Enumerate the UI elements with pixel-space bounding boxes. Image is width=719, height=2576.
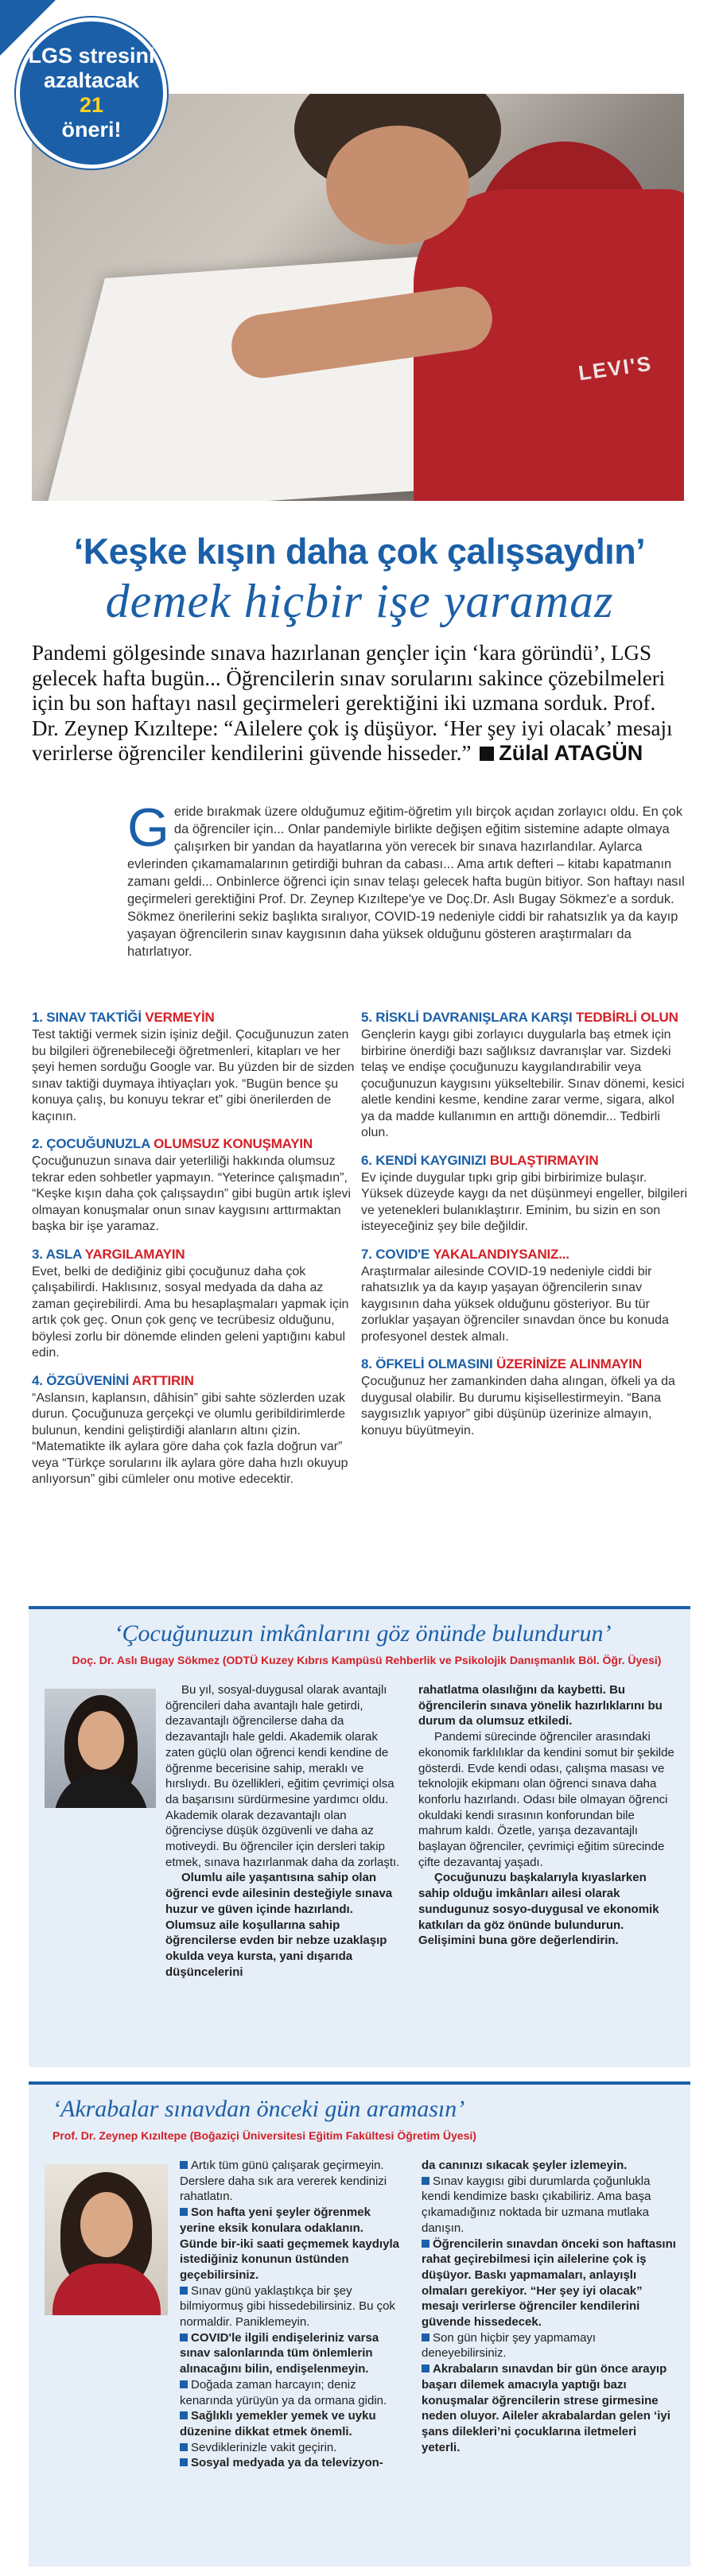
tips-column-left xyxy=(32,1010,358,1499)
advice-item: Sağlıklı yemekler yemek ve uyku düzenine dikkat etmek önemli. xyxy=(180,2409,376,2438)
headline-line1: ‘Keşke kışın daha çok çalışsaydın’ xyxy=(73,531,646,572)
headline-line2: demek hiçbir işe yaramaz xyxy=(105,575,614,627)
box1-column1: Bu yıl, sosyal-duygusal olarak avantajlı öğrencileri daha avantajlı hale getirdi, dezavantajlı öğrencilerse daha da dezavantajlı hale geldi. Akademik olarak zaten güçlü olan öğrenci kendi kendine de öğrenme becerisine sahip, meraklı ve hırslıydı. Bu özellikleri, eğitim çevrimiçi olsa da başarısını sürdürmesine yardımcı oldu. Akademik olarak dezavantajlı olan öğrenciyse düşük özgüvenli ve daha az motiveydi. Bu öğrenciler için dersleri takip etmek, sınava hazırlanmak daha da zorlaştı. Olumlu aile yaşantısına sahip olan öğrenci evde ailesinin desteğiyle sınava huzur ve güven içinde hazırlandı. Olumsuz aile koşullarına sahip öğrencilerse evden bir nebze uzaklaşıp okulda veya kursta, yani dışarıda düşüncelerini xyxy=(165,1683,400,1979)
square-bullet-icon xyxy=(180,2458,188,2466)
square-bullet-icon xyxy=(180,2161,188,2169)
tip-3 xyxy=(32,1247,358,1362)
intro-text: eride bırakmak üzere olduğumuz eğitim-öğretim yılı birçok açıdan zorlayıcı oldu. En çok da öğrenciler için... Onlar pandemiyle birlikte değişen eğitim sistemine adapte olmaya çalışırken bir yandan da hayatlarına yön verecek bir sınava hazırlandılar. Aylarca evlerinden çıkamamalarının getirdiği buhran da cabası... Ama artık defteri – kitabı kapatmanın zamanı geldi... Onbinlerce öğrenci için sınav telaşı gelecek hafta bugün bitiyor. Son haftayı nasıl geçirmeleri gerektiğini Prof. Dr. Zeynep Kızıltepe'ye ve Doç.Dr. Aslı Bugay Sökmez'e a sorduk. Sökmez önerilerini sekiz başlıkta sıralıyor, COVID-19 nedeniyle ciddi bir rahatsızlık ya da kayıp yaşayan öğrencilerin sınav kaygısının daha yüksek olduğunu gösteren araştırmaları da hatırlatıyor. xyxy=(127,805,685,959)
square-bullet-icon xyxy=(422,2240,429,2248)
square-bullet-icon xyxy=(422,2334,429,2341)
tip-text: Çocuğunuzun sınava dair yeterliliği hakkında olumsuz tekrar eden sohbetler yapmayın. “Yeterince çalışmadın”, “Keşke kışın daha çok çalışsaydın” gibi bugün artık işlevi olmayan konuşmalar onun sınav kaygısını arttırmaktan başka bir işe yaramaz. xyxy=(32,1154,352,1233)
dropcap: G xyxy=(127,797,169,858)
badge-line1: LGS stresini xyxy=(28,44,155,68)
lgs-badge xyxy=(16,17,167,169)
shirt-text: LEVI'S xyxy=(576,351,654,386)
tip-heading: 3. ASLA YARGILAMAYIN xyxy=(32,1246,185,1262)
tips-column-right xyxy=(361,1010,689,1450)
portrait-sokmez xyxy=(45,1689,156,1808)
tip-text: Ev içinde duygular tıpkı grip gibi birbirimize bulaşır. Yüksek düzeyde kaygı da net düşünmeyi engeller, bilgileri ve yetenekleri bulanıklaştırır. Eminim, bu sizin en son isteyeceğiniz şey bile değildir. xyxy=(361,1170,688,1233)
square-bullet-icon xyxy=(422,2177,429,2185)
square-bullet-icon xyxy=(180,2443,188,2451)
tip-text: “Aslansın, kaplansın, dâhisin” gibi sahte sözlerden uzak durun. Çocuğunuza gerçekçi ve olumlu geribildirimlerde bulunun, kendini geliştirdiği alanların altını çizin. “Matematikte ilk aylara göre daha çok fazla doğrun var” veya “Türkçe sorularını ilk aylara göre daha hızlı okuyup anlıyorsun” gibi cümleler onu motive edecektir. xyxy=(32,1391,348,1486)
badge-number: 21 xyxy=(79,93,104,117)
tip-heading: 7. COVID'E YAKALANDIYSANIZ... xyxy=(361,1246,569,1262)
tip-text: Test taktiği vermek sizin işiniz değil. Çocuğunuzun zaten bu bilgileri öğrenebileceği öğretmenleri, kitapları ve her şeyi hemen sorduğu Google var. Bu yüzden bir de sizden sınav taktiği duymaya ihtiyaçları yok. “Bugün bence şu konuya çalış, bu konuyu tekrar et” gibi önerilerden de kaçının. xyxy=(32,1028,355,1123)
box2-column1 xyxy=(180,2158,402,2471)
author-name: Zülal ATAGÜN xyxy=(499,741,643,765)
tip-6 xyxy=(361,1153,689,1236)
advice-item: Sınav günü yaklaştıkça bir şey bilmiyormuş gibi hissedebilirsiniz. Bu çok normaldir. Paniklemeyin. xyxy=(180,2283,395,2330)
tip-heading: 6. KENDİ KAYGINIZI BULAŞTIRMAYIN xyxy=(361,1152,599,1168)
expert-box-sokmez xyxy=(29,1606,690,2067)
advice-item: Sevdiklerinizle vakit geçirin. xyxy=(180,2440,402,2456)
advice-item: Doğada zaman harcayın; deniz kenarında yürüyün ya da ormana gidin. xyxy=(180,2377,387,2407)
lead-paragraph xyxy=(32,641,687,766)
tip-7 xyxy=(361,1247,689,1346)
advice-item: Son gün hiçbir şey yapmamayı deneyebilirsiniz. xyxy=(422,2330,597,2361)
tip-heading: 4. ÖZGÜVENİNİ ARTTIRIN xyxy=(32,1372,194,1388)
tip-2 xyxy=(32,1136,358,1236)
tip-text: Gençlerin kaygı gibi zorlayıcı duygularla baş etmek için birbirine önerdiği bazı sağlıksız davranışlar var. Sizdeki telaş ve endişe çocuğunuzu kaygılandırabilir veya çocuğunuzun kaygısını yükseltebilir. Sınav dönemi, kesici aletle kendini kesme, kendine zarar verme, sigara, alkol ya da madde kullanımın en arttığı dönemdir... Tedbirli olun. xyxy=(361,1028,685,1139)
lead-text: Pandemi gölgesinde sınava hazırlanan gençler için ‘kara göründü’, LGS gelecek hafta bugün... Öğrencilerin sınav sorularını sakince çözebilmeleri için bu son haftayı nasıl geçirmeleri gerektiğini iki uzmana sorduk. Prof. Dr. Zeynep Kızıltepe: “Ailelere çok iş düşüyor. ‘Her şey iyi olacak’ mesajı verirlerse öğrenciler kendilerini güvende hisseder.” xyxy=(32,641,673,765)
advice-item: Son hafta yeni şeyler öğrenmek yerine eksik konulara odaklanın. Günde bir-iki saati geçmemek kaydıyla istediğiniz konunun üstünden geçebilirsiniz. xyxy=(180,2206,399,2282)
portrait-kiziltepe xyxy=(45,2164,168,2315)
advice-item: Sosyal medyada ya da televizyon- xyxy=(180,2455,402,2471)
advice-item: COVID'le ilgili endişeleriniz varsa sınav salonlarında tüm önlemlerin alınacağını bilin, endişelenmeyin. xyxy=(180,2330,379,2376)
tip-text: Evet, belki de dediğiniz gibi çocuğunuz daha çok çalışabilirdi. Haklısınız, sosyal medyada da daha az zaman geçirebilirdi. Ama bu hesaplaşmaları yapmak için artık çok geç. Onun çok genç ve tecrübesiz olduğunu, böylesi zorlu bir dönemde elinden geleni yaptığını kabul edin. xyxy=(32,1264,349,1360)
box2-column2: da canınızı sıkacak şeyler izlemeyin. Sınav kaygısı gibi durumlarda çoğunlukla kendi kendimize baskı çıkabiliriz. Ama başa çıkamadığınız noktada bir uzmana mutlaka danışın. Öğrencilerin sınavdan önceki son haftasını rahat geçirebilmesi için ailelerine çok iş düşüyor. Baskı yapmamaları, anlayışlı olmaları gerekiyor. “Her şey iyi olacak” mesajı verirlerse öğrenciler kendilerini güvende hissedecek. Son gün hiçbir şey yapmamayı deneyebilirsiniz. Akrabaların sınavdan bir gün önce arayıp başarı dilemek amacıyla yaptığı bazı konuşmalar öğrencilerin strese girmesine neden oluyor. Aileler akrabalardan gelen ‘iyi şans dilekleri’ni çocuklarına iletmeleri yeterli. xyxy=(422,2159,676,2454)
square-bullet-icon xyxy=(180,2287,188,2295)
tip-heading: 5. RİSKLİ DAVRANIŞLARA KARŞI TEDBİRLİ OLUN xyxy=(361,1010,678,1025)
tip-heading: 8. ÖFKELİ OLMASINI ÜZERİNİZE ALINMAYIN xyxy=(361,1356,642,1371)
tip-text: Araştırmalar ailesinde COVID-19 nedeniyle ciddi bir rahatsızlık ya da kayıp yaşayan öğrencilerin sınav kaygısının daha yüksek olduğunu gösteriyor. Bu tür zorluklar yaşayan öğrenciler sınavdan önce bu konuda profesyonel destek almalı. xyxy=(361,1264,669,1344)
advice-item: Artık tüm günü çalışarak geçirmeyin. Derslere daha sık ara vererek kendinizi rahatlatın. xyxy=(180,2159,387,2204)
tip-8 xyxy=(361,1356,689,1439)
square-bullet-icon xyxy=(180,2334,188,2341)
badge-line2: azaltacak xyxy=(43,68,140,92)
box1-column2: rahatlatma olasılığını da kaybetti. Bu öğrencilerin sınava yönelik hazırlıklarını bu durum da olumsuz etkiledi. Pandemi sürecinde öğrenciler arasındaki ekonomik farklılıklar da kendini somut bir şekilde gösterdi. Evde kendi odası, çalışma masası ve teknolojik ekipmanı olan öğrenci sınava daha konforlu hazırlandı. Odası bile olmayan öğrenci okuldaki kendi sırasının konforundan bile mahrum kaldı. Özetle, yarışa dezavantajlı başlayan öğrenciler, çevrimiçi eğitim sürecinde çifte dezavantaj yaşadı. Çocuğunuzu başkalarıyla kıyaslarken sahip olduğu imkânları ailesi olarak sundugunuz sosyo-duygusal ve ekonomik katkıları da göz önünde bulundurun. Gelişimini buna göre değerlendirin. xyxy=(418,1683,674,1948)
box-subtitle: Doç. Dr. Aslı Bugay Sökmez (ODTÜ Kuzey Kıbrıs Kampüsü Rehberlik ve Psikolojik Danışmanlık Böl. Öğr. Üyesi) xyxy=(72,1654,662,1666)
box-title: ‘Çocuğunuzun imkânlarını göz önünde bulundurun’ xyxy=(114,1620,612,1647)
box-subtitle: Prof. Dr. Zeynep Kızıltepe (Boğaziçi Üniversitesi Eğitim Fakültesi Öğretim Üyesi) xyxy=(52,2129,476,2142)
square-bullet-icon xyxy=(180,2208,188,2216)
intro-paragraph xyxy=(127,797,687,960)
tip-4 xyxy=(32,1373,358,1488)
square-bullet-icon xyxy=(480,747,494,761)
advice-item: Sınav kaygısı gibi durumlarda çoğunlukla kendi kendimize baskı çıkabiliriz. Ama başa çıkamadığınız noktada bir uzmana mutlaka danışın. xyxy=(422,2174,651,2235)
square-bullet-icon xyxy=(180,2380,188,2388)
tip-1 xyxy=(32,1010,358,1125)
square-bullet-icon xyxy=(180,2411,188,2419)
advice-item: Öğrencilerin sınavdan önceki son haftasını rahat geçirebilmesi için ailelerine çok iş düşüyor. Baskı yapmamaları, anlayışlı olmaları gerekiyor. “Her şey iyi olacak” mesajı verirlerse öğrenciler kendilerini güvende hissedecek. xyxy=(422,2237,676,2330)
badge-line3: öneri! xyxy=(61,118,122,142)
tip-text: Çocuğunuz her zamankinden daha alıngan, öfkeli ya da duygusal olabilir. Bu durumu kişisellestirmeyin. “Bana saygısızlık yapıyor” gibi düşünüp üzerinize almayın, konuyu büyütmeyin. xyxy=(361,1375,675,1437)
box-title: ‘Akrabalar sınavdan önceki gün aramasın’ xyxy=(52,2096,465,2122)
tip-heading: 1. SINAV TAKTİĞİ VERMEYİN xyxy=(32,1010,215,1025)
tip-5 xyxy=(361,1010,689,1142)
expert-box-kiziltepe xyxy=(29,2081,690,2566)
tip-heading: 2. ÇOCUĞUNUZLA OLUMSUZ KONUŞMAYIN xyxy=(32,1136,313,1151)
square-bullet-icon xyxy=(422,2365,429,2372)
advice-item: Akrabaların sınavdan bir gün önce arayıp başarı dilemek amacıyla yaptığı bazı konuşmalar öğrencilerin strese girmesine neden oluyor. Aileler akrabalardan gelen ‘iyi şans dilekleri’ni çocuklarına iletmeleri yeterli. xyxy=(422,2362,670,2454)
